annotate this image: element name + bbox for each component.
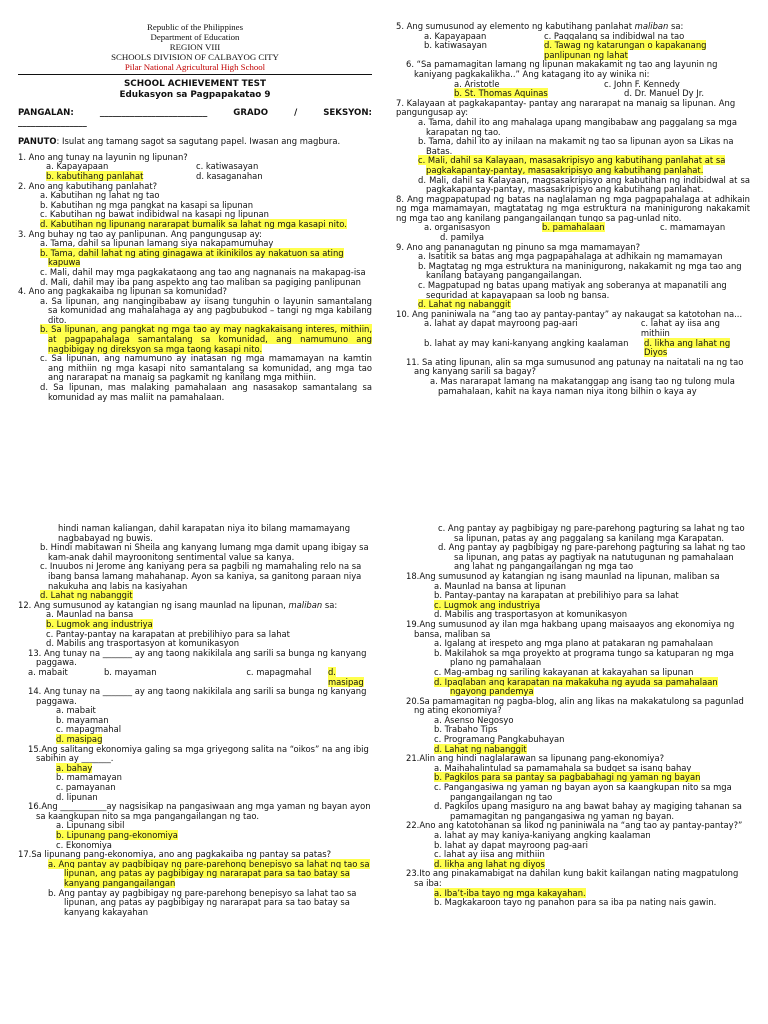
answer-highlight[interactable]: b. kabutihang panlahat <box>46 170 144 181</box>
answer-highlight[interactable]: b. Pagkilos para sa pantay sa pagbabahagi ng yaman ng bayan <box>434 772 701 783</box>
choice[interactable]: a. Tama, dahil ito ang mahalaga upang mangibabaw ang paggalang sa mga karapatan ng tao. <box>418 116 737 137</box>
choices-row <box>396 339 750 358</box>
answer-highlight[interactable]: d. masipag <box>327 666 364 687</box>
school-name: Pilar National Agricultural High School <box>124 62 266 72</box>
answer-highlight[interactable]: d. Lahat ng nabanggit <box>434 743 527 754</box>
question-20: 20.Sa pamamagitan ng pagba-blog, alin ang likas na makakatulong sa pagunlad ng ating ekonomiya? <box>406 695 744 716</box>
choice[interactable]: a. Lipunang sibil <box>56 820 125 831</box>
answer-highlight[interactable]: b. Lugmok ang industriya <box>46 618 153 629</box>
choice[interactable]: a. Tama, dahil sa lipunan lamang siya nakapamumuhay <box>40 238 274 249</box>
question-1: 1. Ano ang tunay na layunin ng lipunan? <box>18 151 188 162</box>
choice[interactable]: c. Paggalang sa indibidwal na tao <box>544 30 685 41</box>
choice[interactable]: c. Sa lipunan, ang namumuno ay inatasan ng mga mamamayan na kamtin ang mithiin ng mga kasapi nito samantalang sa komunidad, ang mga tao ang nararapat na manaig sa pagkamit ng kanilang mga mithiin. <box>40 353 372 383</box>
choices-row <box>396 319 750 338</box>
choice-continuation: hindi naman kaliangan, dahil karapatan niya ito bilang mamamayang <box>58 523 351 533</box>
question-emphasis: maliban <box>634 21 669 31</box>
department-line: Department of Education <box>150 32 240 42</box>
instructions <box>18 137 372 147</box>
division-line: SCHOOLS DIVISION OF CALBAYOG CITY <box>111 52 279 62</box>
answer-highlight[interactable]: c. Lugmok ang industriya <box>434 599 541 610</box>
choice[interactable]: b. lahat ay dapat mayroong pag-aari <box>434 839 588 850</box>
choice[interactable]: b. mayaman <box>103 666 157 677</box>
choice[interactable]: b. Magkakaroon tayo ng panahon para sa iba pa nating nais gawin. <box>434 897 717 908</box>
choice[interactable]: a. lahat ay dapat mayroong pag-aari <box>424 318 578 329</box>
question-11: 11. Sa ating lipunan, alin sa mga sumusunod ang patunay na naitatali na ng tao ang kanyang sarili sa bagay? <box>406 356 744 377</box>
question-15: 15.Ang salitang ekonomiya galing sa mga griyegong salita na “oikos” na ang ibig sabihin ay _______. <box>28 743 369 764</box>
answer-highlight[interactable]: d. likha ang lahat ng diyos <box>434 858 545 869</box>
question-text: sa: <box>322 599 338 610</box>
choice[interactable]: b. Pantay-pantay na karapatan at prebilihiyo para sa lahat <box>434 590 679 601</box>
question-text: 5. Ang sumusunod ay elemento ng kabutihang panlahat <box>396 21 635 31</box>
grade-slash: / <box>294 108 298 118</box>
choice[interactable]: c. katiwasayan <box>196 161 259 172</box>
choice[interactable]: c. Magpatupad ng batas upang matiyak ang soberanya at mapanatili ang seguridad at kapayapaan sa loob ng bansa. <box>418 280 727 300</box>
answer-highlight[interactable]: c. Mali, dahil sa Kalayaan, masasakripisyo ang kabutihang panlahat at sa pagkakapantay-pantay, masasakripisyo ang kabutihang panlahat. <box>418 155 726 175</box>
bottom-right-column <box>396 524 750 908</box>
top-left-column <box>18 22 372 402</box>
choice[interactable]: a. Mas nararapat lamang na makatanggap ang isang tao ng tulong mula pamahalaan, kahit na kaya naman niya itong bilhin o kaya ay <box>430 375 735 396</box>
answer-highlight[interactable]: d. Kabutihan ng lipunang nararapat bumalik sa lahat ng mga kasapi nito. <box>40 218 347 229</box>
question-14: 14. Ang tunay na _______ ay ang taong nakikilala ang sarili sa bunga ng kanyang paggawa. <box>28 686 367 706</box>
choice[interactable]: c. John F. Kennedy <box>604 78 680 89</box>
choice[interactable]: d. pamilya <box>440 232 484 243</box>
answer-highlight[interactable]: b. Lipunang pang-ekonomiya <box>56 830 178 840</box>
choice[interactable]: a. Kabutihan ng lahat ng tao <box>40 190 160 201</box>
region-line: REGION VIII <box>169 42 221 52</box>
question-16: 16.Ang ___________ay nagsisikap na pangasiwaan ang mga yaman ng bayan ayon sa kaangkupan nito sa mga pangangailangan ng tao. <box>28 801 371 821</box>
choice[interactable]: b. Kabutihan ng mga pangkat na kasapi sa lipunan <box>40 199 254 210</box>
choice[interactable]: a. Isatitik sa batas ang mga pagpapahalaga at adhikain ng mamamayan <box>418 251 723 262</box>
question-13: 13. Ang tunay na _______ ay ang taong nakikilala ang sarili sa bunga ng kanyang paggawa. <box>28 647 367 668</box>
choice[interactable]: c. Inuubos ni Jerome ang kaniyang pera sa pagbili ng mamahaling relo na sa ibang bansa lamang mahahanap. Ayon sa kaniya, sa ganitong paraan niya nakukuha ang labis na kasiyahan <box>40 561 362 591</box>
choice[interactable]: d. Mali, dahil may iba pang aspekto ang tao maliban sa pagiging panlipunan <box>40 276 361 287</box>
choice[interactable]: c. mamamayan <box>660 222 726 233</box>
choice[interactable]: b. Ang pantay ay pagbibigay ng pare-parehong benepisyo sa lahat tao sa lipunan, ang patas ay pagbibigay ng nararapat para sa tao batay sa kanyang kakayahan <box>48 887 357 917</box>
choice[interactable]: a. organisasyon <box>424 222 491 233</box>
question-3: 3. Ang buhay ng tao ay panlipunan. Ang pangungusap ay: <box>18 228 262 239</box>
answer-highlight[interactable]: d. Ipaglaban ang karapatan na makakuha ng ayuda sa pamahalaan ngayong pandemya <box>434 676 718 697</box>
choice[interactable]: c. Ekonomiya <box>56 839 112 850</box>
choice[interactable]: a. Asenso Negosyo <box>434 714 514 725</box>
choice[interactable]: a. Kapayapaan <box>424 30 487 41</box>
choice[interactable]: c. Ang pantay ay pagbibigay ng pare-parehong pagturing sa lahat ng tao sa lipunan, patas ay ang paggalang sa kanilang mga Karapatan. <box>438 523 745 543</box>
answer-highlight[interactable]: d. likha ang lahat ng Diyos <box>644 337 731 358</box>
question-7: 7. Kalayaan at pagkakapantay- pantay ang nararapat na manaig sa lipunan. Ang pangungusap ay: <box>396 97 736 118</box>
choice[interactable]: c. Mag-ambag ng sariling kakayanan at kakayahan sa lipunan <box>434 666 694 677</box>
choice[interactable]: b. lahat ay may kani-kanyang angking kaalaman <box>424 337 629 348</box>
question-text: sa: <box>668 21 684 31</box>
choice[interactable]: d. Sa lipunan, mas malaking pamahalaan ang nasasakop samantalang sa komunidad ay mas maliit na pamahalaan. <box>40 382 372 402</box>
question-emphasis: maliban <box>288 599 323 610</box>
question-17: 17.Sa lipunang pang-ekonomiya, ano ang pagkakaiba ng pantay sa patas? <box>18 849 332 860</box>
top-right-column <box>396 22 750 396</box>
choice[interactable]: d. kasaganahan <box>196 170 263 181</box>
choice[interactable]: d. Mali, dahil sa Kalayaan, magsasakripisyo ang kabutihan ng indibidwal at sa pagkakapantay-pantay, masasakripisyo ang kabutihang panlahat. <box>418 174 750 195</box>
choice[interactable]: d. Dr. Manuel Dy Jr. <box>624 88 705 99</box>
answer-highlight[interactable]: d. Tawag ng katarungan o kapakanang panlipunan ng lahat <box>544 40 707 60</box>
school-header <box>18 22 372 72</box>
answer-highlight[interactable]: b. pamahalaan <box>542 222 605 233</box>
choice[interactable]: c. lahat ay iisa ang mithiin <box>640 318 720 338</box>
question-6: 6. “Sa pamamagitan lamang ng lipunan makakamit ng tao ang layunin ng kaniyang pagkakalikha..” Ang katagang ito ay winika ni: <box>406 59 718 79</box>
choice[interactable]: b. mamamayan <box>56 772 122 783</box>
choice[interactable]: c. Pangangasiwa ng yaman ng bayan ayon sa kaangkupan nito sa mga pangangailangan ng tao <box>434 782 732 802</box>
republic-line: Republic of the Philippines <box>146 22 244 32</box>
choice[interactable]: c. mapagmahal <box>56 724 122 735</box>
choice[interactable]: b. Trabaho Tips <box>434 724 498 735</box>
choice[interactable]: d. Ang pantay ay pagbibigay ng pare-parehong pagturing sa lahat ng tao sa lipunan, ang patas ay pagtiyak na natutugunan ng pamahalaan ang lahat ng pangangailangan ng mga tao <box>438 542 746 572</box>
choice[interactable]: a. Maihahalintulad sa pamamahala sa budget sa isang bahay <box>434 762 692 773</box>
choice[interactable]: a. Maunlad na bansa at lipunan <box>434 580 566 591</box>
choice[interactable]: c. pamayanan <box>56 782 116 793</box>
choice[interactable]: a. Aristotle <box>454 78 500 89</box>
choice[interactable]: c. Kabutihan ng bawat indibidwal na kasapi ng lipunan <box>40 209 269 220</box>
answer-highlight[interactable]: b. Tama, dahil lahat ng ating ginagawa at ikinikilos ay nakatuon sa ating kapuwa <box>40 247 344 268</box>
question-2: 2. Ano ang kabutihang panlahat? <box>18 180 158 191</box>
choice[interactable]: b. Tama, dahil ito ay inilaan na makamit ng tao sa lipunan ayon sa Likas na Batas. <box>418 136 734 156</box>
question-10: 10. Ang paniniwala na “ang tao ay pantay-pantay” ay nakaugat sa katotohan na... <box>396 308 743 319</box>
answer-highlight[interactable]: d. masipag <box>56 734 103 745</box>
choice[interactable]: c. mapagmahal <box>246 666 312 677</box>
choice[interactable]: a. Maunlad na bansa <box>46 609 134 620</box>
answer-highlight[interactable]: d. Lahat ng nabanggit <box>40 590 133 601</box>
choices-row <box>396 41 750 60</box>
question-8: 8. Ang magpapatupad ng batas na naglalaman ng mga pagpapahalaga at adhikain ng mga mamamayan, magtatatag ng mga estruktura na maninigurong nakakamit ng mga tao ang kanilang pangangailangan tungo sa pag-unlad nito. <box>396 193 750 223</box>
choice[interactable]: c. lahat ay iisa ang mithiin <box>434 849 545 860</box>
question-4: 4. Ano ang pagkakaiba ng lipunan sa komunidad? <box>18 286 227 297</box>
question-19: 19.Ang sumusunod ay ilan mga hakbang upang maisaayos ang ekonomiya ng bansa, maliban sa <box>406 618 735 639</box>
choice[interactable]: b. katiwasayan <box>424 40 487 51</box>
choice-continuation: nagbabayad ng buwis. <box>58 532 153 543</box>
choice[interactable]: d. Pagkilos upang masiguro na ang bawat bahay ay magiging tahanan sa pamamagitan ng pangangasiwa ng yaman ng bayan. <box>434 801 742 821</box>
grade-label: GRADO <box>233 108 269 118</box>
choice[interactable]: c. Programang Pangkabuhayan <box>434 734 565 745</box>
choice[interactable]: a. Kapayapaan <box>46 161 109 172</box>
test-title: SCHOOL ACHIEVEMENT TEST <box>123 79 267 89</box>
subject-title: Edukasyon sa Pagpapakatao 9 <box>119 89 271 100</box>
answer-highlight[interactable]: a. bahay <box>56 762 93 773</box>
answer-highlight[interactable]: a. Ang pantay ay pagbibigay ng pare-parehong benepisyo sa lahat ng tao sa lipunan, ang patas ay pagbibigay ng nararapat para sa tao batay sa kanyang pangangailangan <box>48 858 370 888</box>
instruction-text: : Isulat ang tamang sagot sa sagutang papel. Iwasan ang magbura. <box>56 136 341 147</box>
choice[interactable]: b. mayaman <box>56 714 109 725</box>
question-9: 9. Ano ang pananagutan ng pinuno sa mga mamamayan? <box>396 241 641 252</box>
question-22: 22.Ano ang katotohanan sa likod ng paniniwala na “ang tao ay pantay-pantay?” <box>406 820 743 831</box>
choice[interactable]: b. Makilahok sa mga proyekto at programa tungo sa katuparan ng mga plano ng pamahalaan <box>434 647 734 668</box>
choice[interactable]: d. lipunan <box>56 791 98 802</box>
choice[interactable]: a. lahat ay may kaniya-kaniyang angking kaalaman <box>434 830 651 840</box>
section-blank[interactable]: ________________ <box>18 117 87 128</box>
choice[interactable]: a. mabait <box>28 666 68 677</box>
choice[interactable]: a. Igalang at irespeto ang mga plano at patakaran ng pamahalaan <box>434 638 714 649</box>
bottom-left-column <box>18 524 372 917</box>
answer-highlight[interactable]: b. Sa lipunan, ang pangkat ng mga tao ay may nagkakaisang interes, mithiin, at pagpapahalaga samantalang sa komunidad, ang namumuno ang nagbibigay ng direksyon sa mga taong kasapi nito. <box>40 324 372 354</box>
section-label: SEKSYON: <box>323 108 372 118</box>
question-18: 18.Ang sumusunod ay katangian ng isang maunlad na lipunan, maliban sa <box>406 570 720 581</box>
question-text: 12. Ang sumusunod ay katangian ng isang maunlad na lipunan, <box>18 599 289 610</box>
instruction-label: PANUTO <box>18 136 57 147</box>
choices-row <box>18 668 372 687</box>
choice[interactable]: a. Sa lipunan, ang nangingibabaw ay iisang tunguhin o layunin samantalang sa komunidad ang mahalahaga ay ang pagbubukod – tangi ng mga kabilang dito. <box>40 295 372 325</box>
answer-highlight[interactable]: d. Lahat ng nabanggit <box>418 299 511 310</box>
choice[interactable]: c. Mali, dahil may mga pagkakataong ang tao ang nagnanais na makapag-isa <box>40 266 366 277</box>
name-label: PANGALAN: <box>18 108 74 118</box>
choice[interactable]: a. mabait <box>56 705 96 716</box>
choice[interactable]: d. Mabilis ang trasportasyon at komunikasyon <box>434 609 628 620</box>
answer-highlight[interactable]: b. St. Thomas Aquinas <box>454 88 548 99</box>
choice[interactable]: b. Magtatag ng mga estruktura na maninigurong, nakakamit ng mga tao ang kanilang batayang pangangailangan. <box>418 260 742 281</box>
header-divider <box>18 74 372 75</box>
question-23: 23.Ito ang pinakamabigat na dahilan kung bakit kailangan nating magpatulong sa iba: <box>406 868 739 888</box>
answer-highlight[interactable]: a. Iba’t-iba tayo ng mga kakayahan. <box>434 887 586 898</box>
question-21: 21.Alin ang hindi naglalarawan sa lipunang pang-ekonomiya? <box>406 753 665 764</box>
name-blank[interactable]: _________________________ <box>99 108 208 118</box>
choice[interactable]: b. Hindi mabitawan ni Sheila ang kanyang lumang mga damit upang ibigay sa kam-anak dahil mayroonitong sentimental value sa kanya. <box>40 542 369 562</box>
choice[interactable]: c. Pantay-pantay na karapatan at prebilihiyo para sa lahat <box>46 628 290 639</box>
choice[interactable]: d. Mabilis ang trasportasyon at komunikasyon <box>46 638 240 649</box>
